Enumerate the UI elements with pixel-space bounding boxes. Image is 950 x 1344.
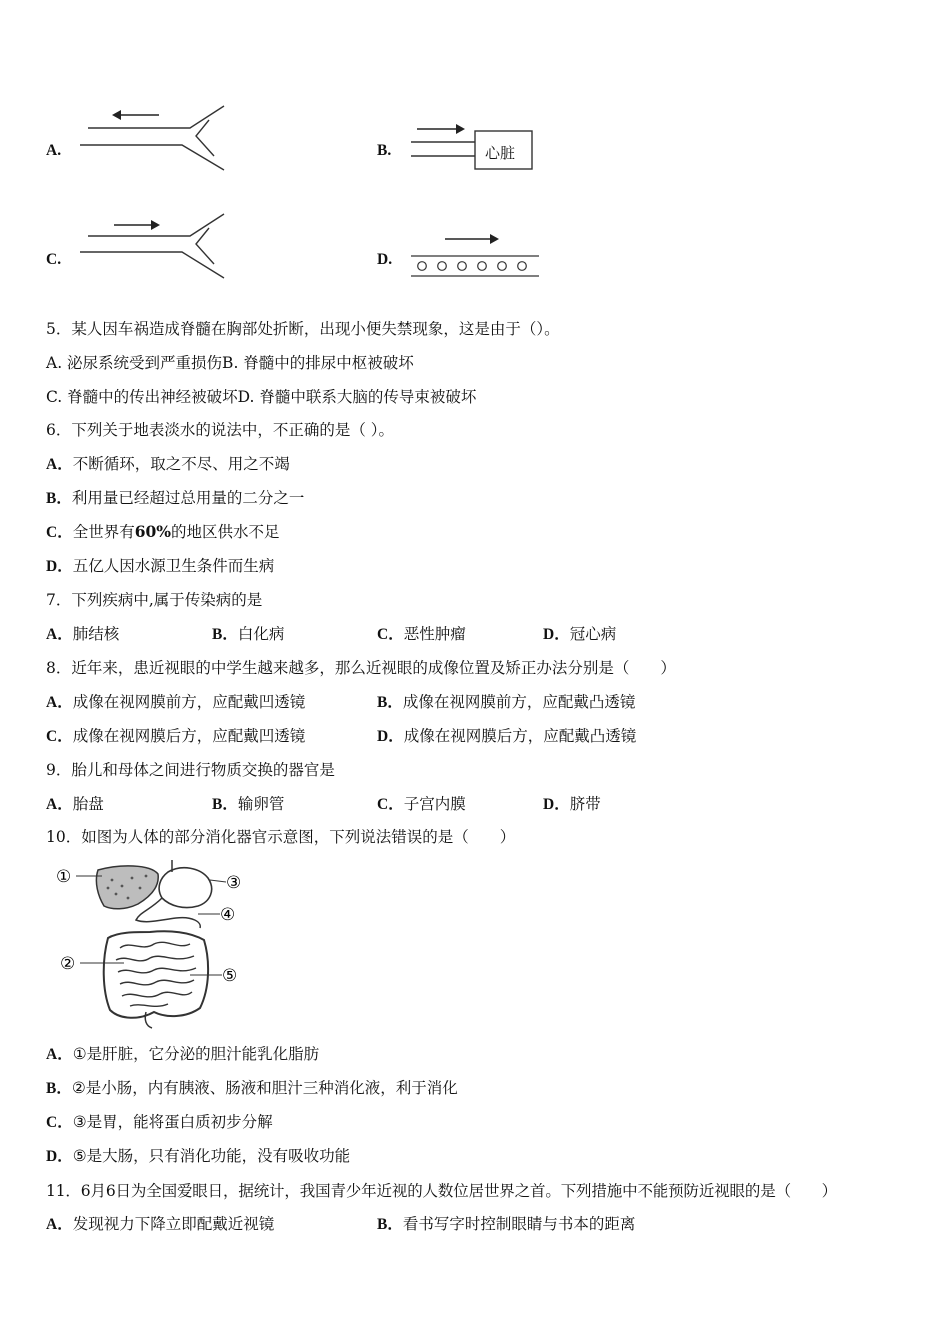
heart-label: 心脏 [485,144,516,162]
q4-option-d-diagram [405,230,545,282]
q4-option-c-diagram [74,208,234,283]
q10-option-b: B．②是小肠，内有胰液、肠液和胆汁三种消化液，利于消化 [46,1079,458,1097]
q5-stem: 5．某人因车祸造成脊髓在胸部处折断，出现小便失禁现象，这是由于（）。 [46,320,560,338]
q11-option-b: B．看书写字时控制眼睛与书本的距离 [377,1215,636,1233]
q6-stem: 6．下列关于地表淡水的说法中，不正确的是（ ）。 [46,421,395,439]
q5-options-cd: C. 脊髓中的传出神经被破坏D. 脊髓中联系大脑的传导束被破坏 [46,388,477,406]
q6-option-d: D．五亿人因水源卫生条件而生病 [46,557,275,575]
label-2: ② [60,954,76,973]
q6-option-c: C．全世界有60%的地区供水不足 [46,522,280,541]
q6-option-a: A．不断循环，取之不尽、用之不竭 [46,455,290,473]
q6-option-b: B．利用量已经超过总用量的二分之一 [46,489,305,507]
q7-option-d: D．冠心病 [543,625,617,643]
q11-stem: 11．6月6日为全国爱眼日，据统计，我国青少年近视的人数位居世界之首。下列措施中不能预防近视眼的是（ ） [46,1182,838,1200]
q4-option-a-diagram [74,98,234,173]
q10-stem: 10．如图为人体的部分消化器官示意图，下列说法错误的是（ ） [46,828,516,846]
label-3: ③ [226,873,242,892]
q4-option-d-letter: D. [377,251,393,268]
q7-option-a: A．肺结核 [46,625,120,643]
label-1: ① [56,867,72,886]
q4-option-b-diagram [405,118,540,173]
q11-option-a: A．发现视力下降立即配戴近视镜 [46,1215,275,1233]
q10-option-d: D．⑤是大肠，只有消化功能，没有吸收功能 [46,1147,351,1165]
q4-option-a-letter: A. [46,142,62,159]
q7-option-b: B．白化病 [212,625,285,643]
q8-option-d: D．成像在视网膜后方，应配戴凸透镜 [377,727,637,745]
q4-option-b-letter: B. [377,142,392,159]
q8-option-c: C．成像在视网膜后方，应配戴凹透镜 [46,727,306,745]
q8-option-a: A．成像在视网膜前方，应配戴凹透镜 [46,693,306,711]
q8-option-b: B．成像在视网膜前方，应配戴凸透镜 [377,693,636,711]
q4-option-c-letter: C. [46,251,62,268]
q10-option-a: A．①是肝脏，它分泌的胆汁能乳化脂肪 [46,1045,320,1063]
q9-option-a: A．胎盘 [46,795,104,813]
q9-option-d: D．脐带 [543,795,601,813]
q7-option-c: C．恶性肿瘤 [377,625,466,643]
q7-stem: 7．下列疾病中,属于传染病的是 [46,591,263,609]
q10-option-c: C．③是胃，能将蛋白质初步分解 [46,1113,273,1131]
digestive-system-diagram [50,860,250,1030]
label-5: ⑤ [222,966,238,985]
q9-option-c: C．子宫内膜 [377,795,466,813]
label-4: ④ [220,905,236,924]
q9-stem: 9．胎儿和母体之间进行物质交换的器官是 [46,761,335,779]
q5-options-ab: A. 泌尿系统受到严重损伤B. 脊髓中的排尿中枢被破坏 [46,354,414,372]
q9-option-b: B．输卵管 [212,795,285,813]
q8-stem: 8．近年来，患近视眼的中学生越来越多，那么近视眼的成像位置及矫正办法分别是（ ） [46,659,676,677]
